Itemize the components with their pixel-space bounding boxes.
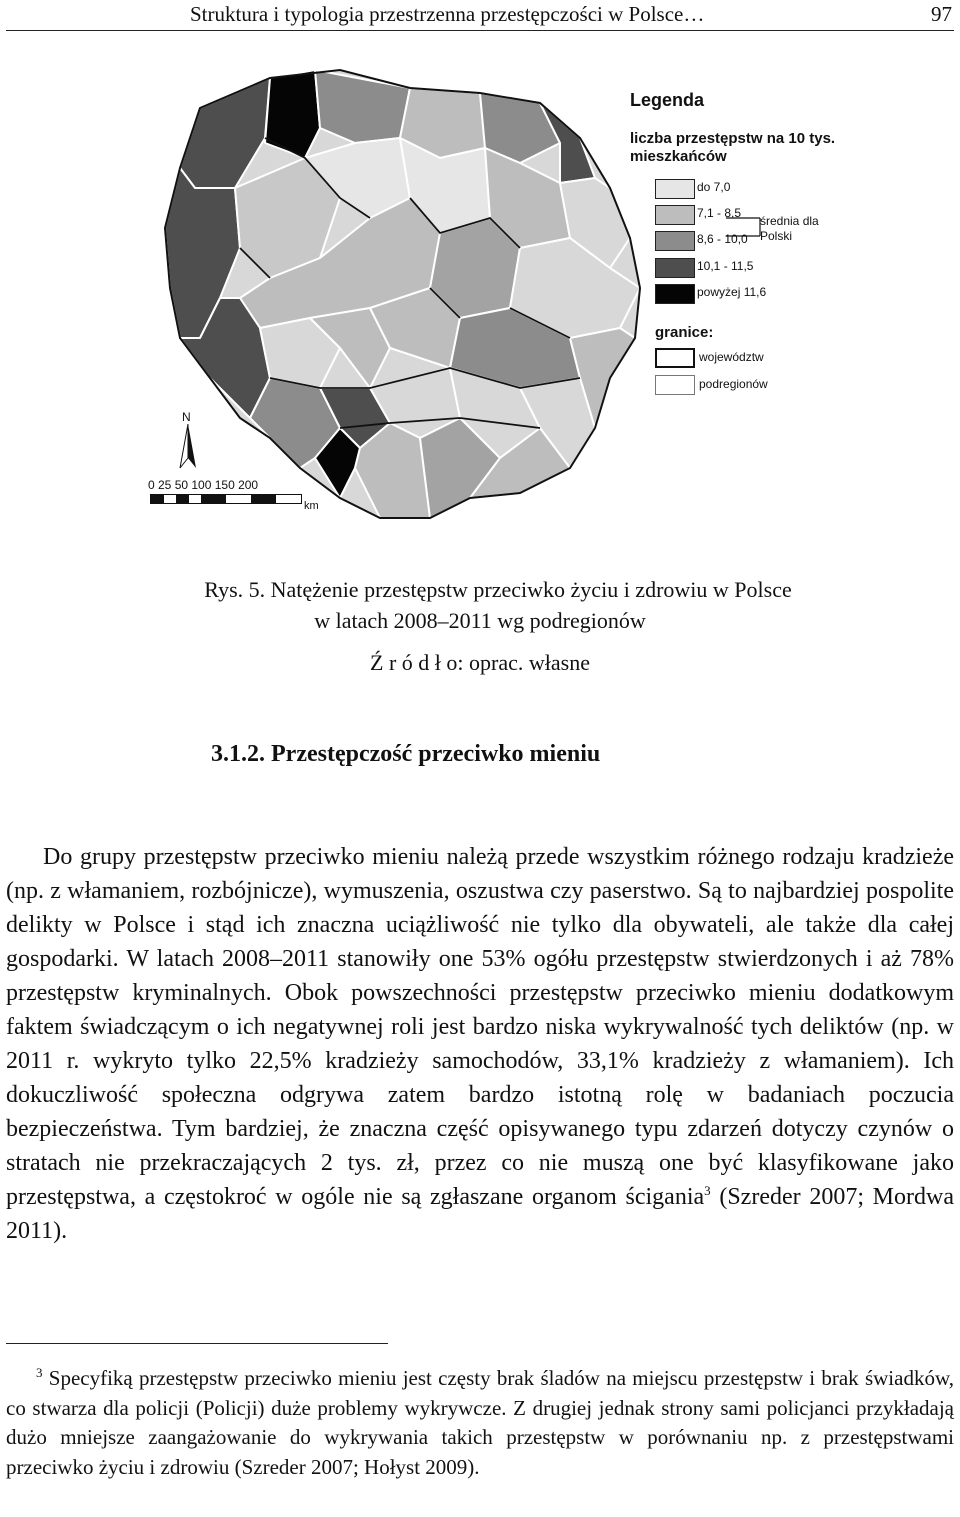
boundary-row	[655, 348, 835, 368]
scale-bar-graphic	[150, 494, 302, 504]
paragraph-text: Do grupy przestępstw przeciwko mieniu należą przede wszystkim różnego rodzaju kradzieże (np. z włamaniem, rozbójnicze), wymuszenia, oszustwa czy paserstwo. Są to najbardziej pospolite delikty w Polsce i stąd ich znaczna uciążliwość nie tylko dla obywateli, ale także dla całej gospodarki. W latach 2008–2011 stanowiły one 53% ogółu przestępstw stwierdzonych i aż 78% przestępstw kryminalnych. Obok powszechności przestępstw przeciwko mieniu dodatkowym faktem świadczącym o ich negatywnej roli jest bardzo niska wykrywalność tych deliktów (np. w 2011 r. wykryto tylko 22,5% kradzieży samochodów, 33,1% kradzieży z włamaniem). Ich dokuczliwość społeczna odgrywa zatem bardzo istotną rolę w badaniach poczucia bezpieczeństwa. Tym bardziej, że znaczna część opisywanego typu zdarzeń dotyczy czynów o stratach nie przekraczających 2 tys. zł, przez co nie muszą one być klasyfikowane jako przestępstwa, a częstokroć w ogóle nie są zgłaszane organom ścigania	[6, 844, 954, 1210]
legend-subtitle: liczba przestępstw na 10 tys. mieszkańców	[630, 130, 836, 165]
legend-swatch	[655, 258, 695, 278]
scale-bar	[148, 478, 328, 518]
header-rule	[6, 30, 954, 31]
average-note: średnia dla Polski	[760, 214, 819, 243]
average-bracket	[726, 216, 766, 238]
footnote-marker: 3	[36, 1365, 43, 1380]
figure-caption-line2: w latach 2008–2011 wg podregionów	[314, 608, 646, 633]
scale-unit: km	[304, 500, 319, 512]
figure-source: Ź r ó d ł o: oprac. własne	[370, 650, 590, 675]
paragraph-tail: (Szreder 2007; Mordwa 2011).	[6, 1184, 954, 1244]
legend-swatch	[655, 205, 695, 225]
boundary-label: podregionów	[699, 377, 768, 391]
section-title: Przestępczość przeciwko mieniu	[271, 741, 601, 767]
boundary-label: województw	[699, 350, 764, 364]
north-label: N	[182, 410, 191, 424]
legend-row	[655, 284, 835, 304]
scale-ticks: 0 25 50 100 150 200	[148, 478, 259, 492]
north-arrow-icon	[176, 424, 200, 470]
legend-label: powyżej 11,6	[697, 285, 767, 299]
choropleth-map-figure	[140, 48, 840, 578]
running-header	[0, 0, 960, 32]
running-title: Struktura i typologia przestrzenna przestępczości w Polsce…	[190, 2, 705, 26]
legend-label: do 7,0	[697, 180, 731, 194]
body-paragraph	[6, 840, 954, 1248]
footnote-reference: 3	[704, 1183, 711, 1198]
map-region	[265, 70, 320, 158]
boundary-row	[655, 375, 835, 395]
footnote	[6, 1364, 954, 1482]
province-boundary-swatch	[655, 348, 695, 368]
map-region	[315, 70, 410, 143]
boundaries-title: granice:	[655, 324, 714, 341]
subregion-boundary-swatch	[655, 375, 695, 395]
page-number: 97	[931, 2, 952, 26]
legend-swatch	[655, 179, 695, 199]
legend-label: 10,1 - 11,5	[697, 259, 754, 273]
legend-swatch	[655, 284, 695, 304]
legend-row	[655, 258, 835, 278]
legend-label: 7,1 - 8,5	[697, 206, 742, 220]
legend-swatch	[655, 231, 695, 251]
figure-caption-line1: Rys. 5. Natężenie przestępstw przeciwko życiu i zdrowiu w Polsce	[204, 577, 792, 602]
legend-title: Legenda	[630, 90, 705, 110]
section-number: 3.1.2.	[211, 741, 265, 767]
footnote-rule	[6, 1343, 388, 1344]
section-heading	[211, 741, 600, 768]
north-arrow	[176, 410, 200, 470]
legend-row	[655, 179, 835, 199]
footnote-text: Specyfiką przestępstw przeciwko mieniu jest częsty brak śladów na miejscu przestępstw i brak świadków, co stwarza dla policji (Policji) duże problemy wykrywcze. Z drugiej jednak strony sami policjanci przykładają dużo mniejsze zaangażowanie do wykrywania takich przestępstw w porównaniu np. z przestępstwami przeciwko życiu i zdrowiu (Szreder 2007; Hołyst 2009).	[6, 1366, 954, 1479]
legend-label: 8,6 - 10,0	[697, 232, 748, 246]
